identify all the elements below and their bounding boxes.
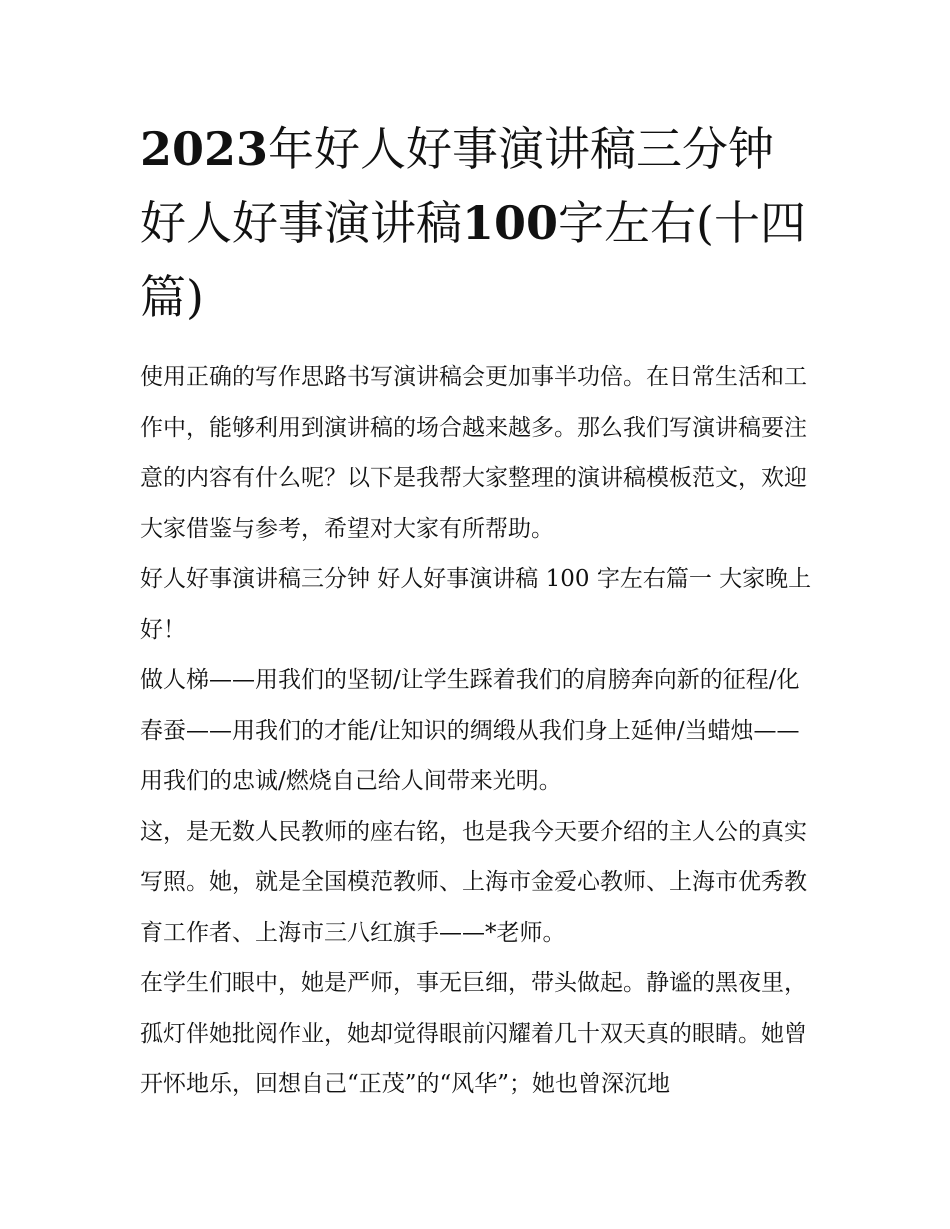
document-page [140,112,812,1110]
title-text-part-1: 年好人好事演讲稿三分钟好人好事演讲稿 [140,122,775,250]
intro-paragraph: 使用正确的写作思路书写演讲稿会更加事半功倍。在日常生活和工作中，能够利用到演讲稿的场合越来越多。那么我们写演讲稿要注意的内容有什么呢？以下是我帮大家整理的演讲稿模板范文，欢迎大家借鉴与参考，希望对大家有所帮助。 [140,364,807,542]
body-paragraph: 这，是无数人民教师的座右铭，也是我今天要介绍的主人公的真实写照。她，就是全国模范教师、上海市金爱心教师、上海市优秀教育工作者、上海市三八红旗手——*老师。 [140,818,807,946]
title-text-part-2: 字左右(十四篇) [140,196,806,324]
title-number: 100 [462,196,559,250]
document-title [140,112,812,334]
body-paragraph: 做人梯——用我们的坚韧/让学生踩着我们的肩膀奔向新的征程/化春蚕——用我们的才能/让知识的绸缎从我们身上延伸/当蜡烛——用我们的忠诚/燃烧自己给人间带来光明。 [140,667,800,794]
body-paragraph: 在学生们眼中，她是严师，事无巨细，带头做起。静谧的黑夜里，孤灯伴她批阅作业，她却觉得眼前闪耀着几十双天真的眼睛。她曾开怀地乐，回想自己“正茂”的“风华”；她也曾深沉地 [140,970,807,1097]
section-heading-paragraph: 好人好事演讲稿三分钟 好人好事演讲稿 100 字左右篇一 大家晚上好！ [140,566,812,643]
title-year: 2023 [140,122,269,176]
